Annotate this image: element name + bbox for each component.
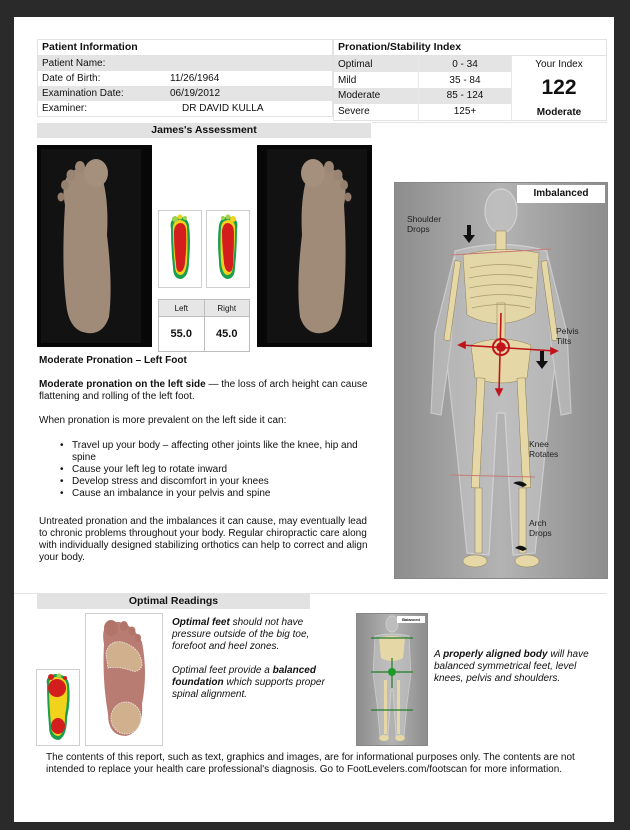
your-index-category: Moderate: [536, 107, 582, 118]
list-item: • Travel up your body – affecting other joints like the knee, hip and spine: [39, 440, 359, 464]
right-header: Right: [204, 300, 250, 317]
level-moderate: Moderate: [334, 88, 419, 104]
optimal-readings-title: Optimal Readings: [37, 594, 310, 609]
right-value: 45.0: [204, 317, 250, 352]
dob-value: 11/26/1964: [170, 73, 220, 84]
level-optimal: Optimal: [334, 56, 419, 73]
examiner-value: DR DAVID KULLA: [182, 103, 264, 114]
left-header: Left: [159, 300, 205, 317]
assessment-subtitle: Moderate Pronation – Left Foot: [39, 355, 187, 366]
list-item: • Develop stress and discomfort in your knees: [39, 476, 359, 488]
your-index-label: Your Index: [535, 59, 583, 70]
report-page: [14, 17, 614, 822]
your-index-value: 122: [541, 76, 577, 99]
knee-rotates-label: Knee Rotates: [529, 439, 559, 459]
imbalanced-tag: Imbalanced: [517, 185, 605, 203]
assessment-lead: [39, 379, 369, 403]
examiner-label: Examiner:: [42, 103, 88, 114]
effects-list: [39, 440, 359, 500]
imbalanced-body-figure: [394, 182, 608, 579]
exam-date-label: Examination Date:: [38, 86, 171, 101]
exam-date-value: 06/19/2012: [170, 86, 333, 101]
balanced-body-figure: [356, 613, 428, 746]
lead-rest: — the loss of arch height can cause flattening and rolling of the left foot.: [39, 379, 368, 402]
weight-distribution-table: [158, 299, 250, 352]
level-mild: Mild: [338, 74, 357, 86]
range-moderate: 85 - 124: [419, 88, 512, 104]
index-title: Pronation/Stability Index: [334, 40, 607, 56]
patient-name-value: [170, 56, 333, 72]
shoulder-drops-label: Shoulder Drops: [407, 214, 442, 234]
left-foot-heatmap: [158, 210, 202, 288]
lead-bold: Moderate pronation on the left side: [39, 379, 206, 390]
patient-name-label: Patient Name:: [38, 56, 171, 72]
list-item: • Cause your left leg to rotate inward: [39, 464, 359, 476]
patient-info-table: [37, 39, 333, 117]
your-index-cell: [512, 56, 607, 121]
disclaimer: The contents of this report, such as text, graphics and images, are for informational purposes only. The contents are not intended to replace your health care professional's diagnosis. Go to FootLevelers.com/footscan for more information.: [46, 752, 575, 775]
patient-info-title: Patient Information: [38, 40, 333, 56]
optimal-description: Optimal feet should not have pressure outside of the big toe, forefoot and heel zones. Optimal feet provide a balanced foundation which supports proper spinal alignment.: [172, 617, 325, 700]
assessment-intro: When pronation is more prevalent on the left side it can:: [39, 415, 287, 426]
divider: [372, 122, 607, 123]
aligned-body-description: A properly aligned body will have balanced symmetrical feet, level knees, pelvis and shoulders.: [434, 649, 589, 684]
arch-drops-label: Arch Drops: [529, 518, 552, 538]
dob-label: Date of Birth:: [42, 73, 101, 84]
optimal-foot-zones: [85, 613, 163, 746]
right-foot-heatmap: [206, 210, 250, 288]
balanced-tag: Balanced: [397, 616, 425, 623]
range-severe: 125+: [419, 104, 512, 121]
pelvis-tilts-label: Pelvis Tilts: [556, 326, 579, 346]
right-foot-photo: [257, 145, 372, 347]
pronation-index-table: [333, 39, 607, 121]
range-optimal: 0 - 34: [419, 56, 512, 73]
assessment-title: James's Assessment: [37, 123, 371, 138]
list-item: • Cause an imbalance in your pelvis and spine: [39, 488, 359, 500]
range-mild: 35 - 84: [419, 72, 512, 88]
level-severe: Severe: [338, 106, 370, 118]
left-foot-photo: [37, 145, 152, 347]
optimal-heatmap: [36, 669, 80, 746]
left-value: 55.0: [159, 317, 205, 352]
assessment-closing: Untreated pronation and the imbalances it can cause, may eventually lead to chronic problems throughout your body. Regular chiropractic care along with individually designed stabilizing orthotics can help to correct and align your body.: [39, 516, 368, 563]
